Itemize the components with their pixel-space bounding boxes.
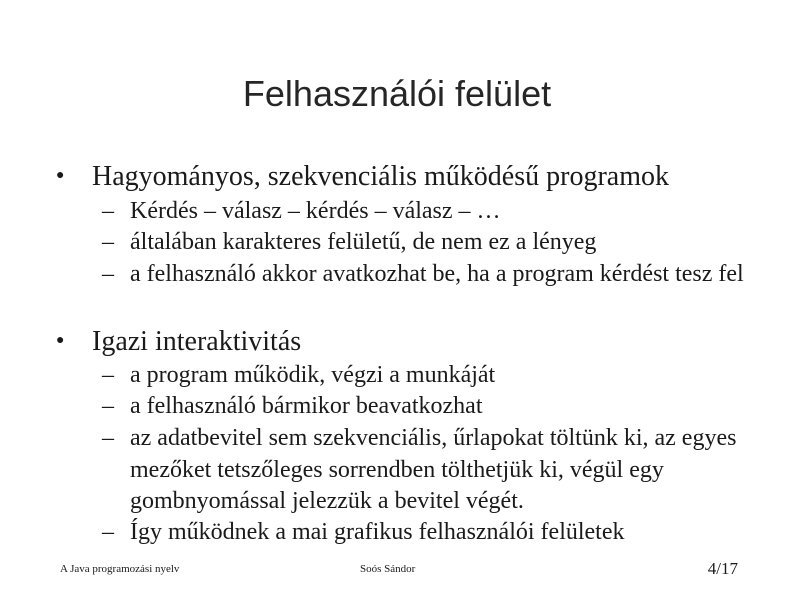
dash-icon: –: [102, 229, 114, 255]
bullet-1-text: Hagyományos, szekvenciális működésű programok: [92, 161, 669, 192]
dash-icon: –: [102, 261, 114, 287]
slide-title: Felhasználói felület: [242, 73, 552, 114]
page-number: 4/17: [707, 559, 738, 578]
dash-icon: –: [102, 198, 114, 224]
footer-center: Soós Sándor: [360, 563, 416, 575]
subitem-text: Így működnek a mai grafikus felhasználói felületek: [130, 519, 625, 545]
dash-icon: –: [102, 362, 114, 388]
bullet-dot-icon: ●: [56, 333, 65, 348]
subitem-text: általában karakteres felületű, de nem ez a lényeg: [130, 229, 597, 255]
subitem-text: a program működik, végzi a munkáját: [130, 362, 496, 388]
dash-icon: –: [102, 393, 114, 419]
dash-icon: –: [102, 425, 114, 451]
subitem-text: az adatbevitel sem szekvenciális, űrlapokat töltünk ki, az egyes mezőket tetszőleges sorrendben tölthetjük ki, végül egy gombnyomással jelezzük a bevitel végét.: [130, 425, 737, 514]
footer-left: A Java programozási nyelv: [60, 563, 180, 575]
bullet-2-text: Igazi interaktivitás: [92, 326, 302, 357]
subitem-text: Kérdés – válasz – kérdés – válasz – …: [130, 198, 501, 224]
subitem-text: a felhasználó bármikor beavatkozhat: [130, 393, 483, 419]
subitem-text: a felhasználó akkor avatkozhat be, ha a program kérdést tesz fel: [130, 261, 744, 287]
dash-icon: –: [102, 519, 114, 545]
bullet-dot-icon: ●: [56, 168, 65, 183]
